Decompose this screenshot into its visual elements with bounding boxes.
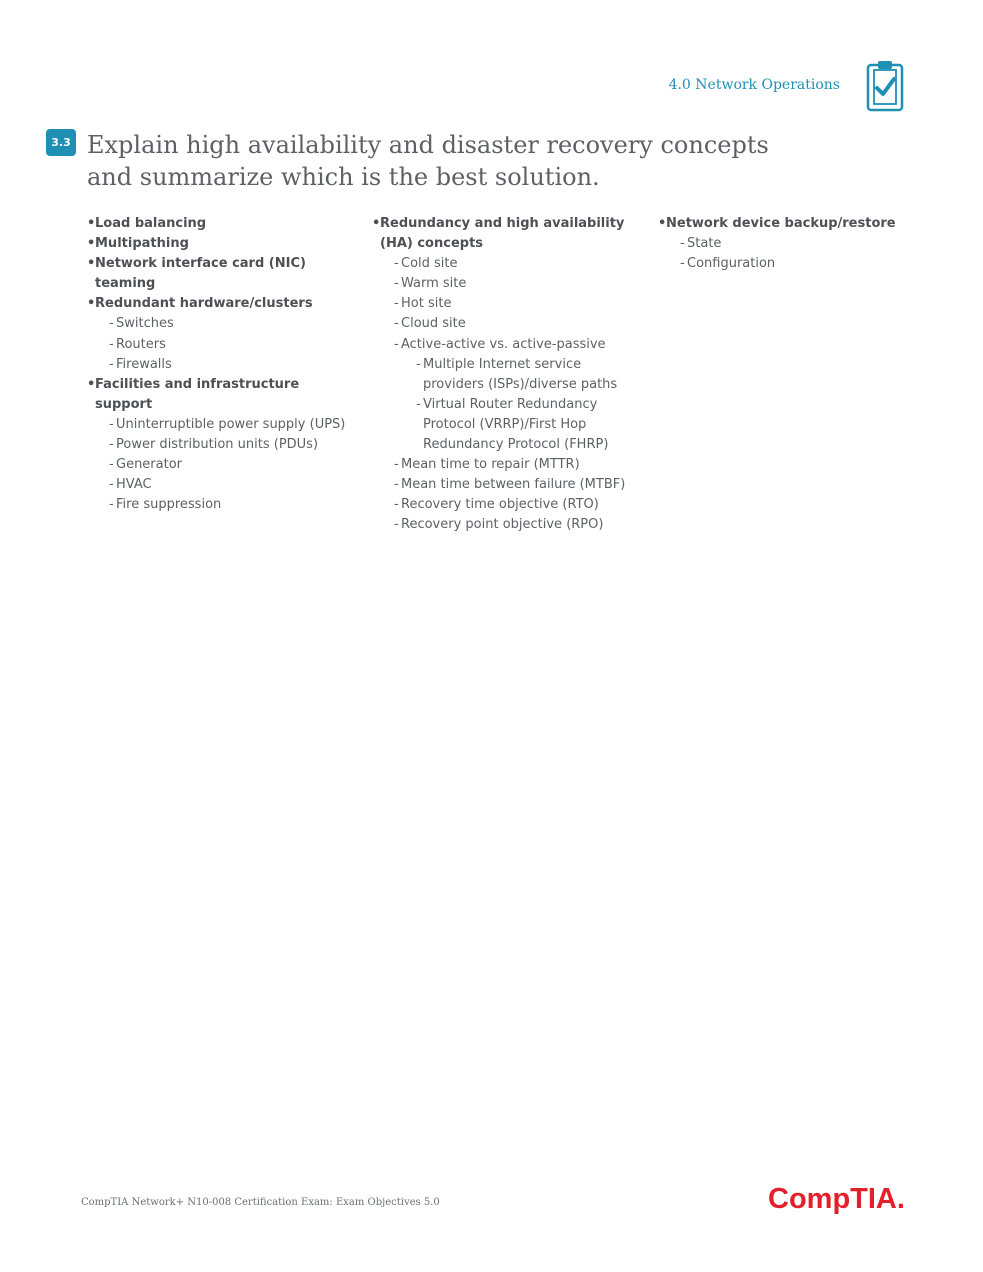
sub-bullet-item: [87, 455, 357, 475]
bullet-item: [87, 234, 357, 254]
dash-marker: -: [416, 356, 421, 372]
dash-marker: -: [109, 477, 114, 493]
dash-marker: -: [416, 396, 421, 412]
dash-marker: -: [394, 256, 399, 272]
sub-bullet-item: [372, 455, 642, 475]
sub-bullet-item: [658, 234, 928, 254]
item-text: Multiple Internet service providers (ISPs)/diverse paths: [423, 356, 618, 392]
item-text: Firewalls: [116, 356, 172, 372]
objectives-column-1: [87, 214, 357, 515]
item-text: Network device backup/restore: [666, 216, 896, 231]
bullet-item: [87, 294, 357, 314]
bullet-item: [87, 254, 357, 294]
item-text: Recovery point objective (RPO): [401, 517, 604, 533]
objective-title-line: and summarize which is the best solution.: [87, 163, 600, 191]
item-text: Hot site: [401, 296, 452, 312]
dash-marker: -: [394, 457, 399, 473]
bullet-marker: •: [658, 216, 667, 231]
bullet-marker: •: [372, 216, 381, 231]
bullet-marker: •: [87, 236, 96, 252]
objectives-column-2: [372, 214, 642, 536]
sub-bullet-item: [372, 274, 642, 294]
bullet-marker: •: [87, 296, 96, 312]
item-text: Recovery time objective (RTO): [401, 497, 599, 513]
sub-bullet-item: [372, 335, 642, 355]
clipboard-check-icon: [866, 60, 904, 112]
dash-marker: -: [394, 276, 399, 292]
item-text: Routers: [116, 336, 166, 352]
dash-marker: -: [394, 316, 399, 332]
objective-title-line: Explain high availability and disaster recovery concepts: [87, 131, 769, 159]
objective-number-badge: 3.3: [46, 129, 76, 156]
sub-bullet-item: [372, 294, 642, 314]
comptia-logo: [768, 1180, 918, 1216]
sub-bullet-item: [658, 254, 928, 274]
sub-bullet-item: [87, 475, 357, 495]
sub-bullet-item: [372, 314, 642, 334]
item-text: Switches: [116, 316, 174, 332]
item-text: Warm site: [401, 276, 467, 292]
sub-bullet-item: [372, 515, 642, 535]
sub-bullet-item: [87, 355, 357, 375]
objectives-column-3: [658, 214, 928, 274]
sub-bullet-item: [87, 435, 357, 455]
sub-bullet-item: [87, 335, 357, 355]
item-text: Redundant hardware/clusters: [95, 296, 313, 312]
section-header: 4.0 Network Operations: [668, 77, 840, 93]
dash-marker: -: [394, 296, 399, 312]
item-text: Virtual Router Redundancy Protocol (VRRP)/First Hop Redundancy Protocol (FHRP): [423, 396, 609, 453]
comptia-logo-text: CompTIA.: [768, 1183, 905, 1215]
sub-bullet-item: [87, 314, 357, 334]
item-text: Multipathing: [95, 236, 189, 252]
footer-text: CompTIA Network+ N10-008 Certification Exam: Exam Objectives 5.0: [81, 1197, 440, 1208]
item-text: Power distribution units (PDUs): [116, 437, 319, 453]
item-text: HVAC: [116, 477, 152, 493]
dash-marker: -: [109, 416, 114, 432]
item-text: Fire suppression: [116, 497, 222, 513]
dash-marker: -: [680, 236, 685, 252]
sub-bullet-item: [372, 495, 642, 515]
item-text: Redundancy and high availability (HA) concepts: [380, 216, 625, 252]
dash-marker: -: [109, 457, 114, 473]
bullet-marker: •: [87, 216, 96, 231]
dash-marker: -: [394, 517, 399, 533]
item-text: Load balancing: [95, 216, 207, 231]
dash-marker: -: [109, 437, 114, 453]
bullet-item: [87, 375, 357, 415]
bullet-marker: •: [87, 376, 96, 392]
dash-marker: -: [394, 497, 399, 513]
item-text: Mean time to repair (MTTR): [401, 457, 580, 473]
item-text: Mean time between failure (MTBF): [401, 477, 626, 493]
sub-bullet-item: [372, 395, 642, 455]
item-text: Facilities and infrastructure support: [95, 376, 300, 412]
objective-title: [87, 129, 787, 193]
item-text: State: [687, 236, 722, 252]
dash-marker: -: [680, 256, 685, 272]
item-text: Active-active vs. active-passive: [401, 336, 606, 352]
dash-marker: -: [109, 336, 114, 352]
item-text: Uninterruptible power supply (UPS): [116, 416, 346, 432]
dash-marker: -: [109, 356, 114, 372]
bullet-marker: •: [87, 256, 96, 272]
dash-marker: -: [394, 477, 399, 493]
item-text: Configuration: [687, 256, 776, 272]
dash-marker: -: [109, 497, 114, 513]
sub-bullet-item: [87, 495, 357, 515]
sub-bullet-item: [372, 355, 642, 395]
bullet-item: [87, 214, 357, 234]
bullet-item: [658, 214, 928, 234]
dash-marker: -: [394, 336, 399, 352]
sub-bullet-item: [372, 254, 642, 274]
item-text: Generator: [116, 457, 183, 473]
sub-bullet-item: [87, 415, 357, 435]
item-text: Cold site: [401, 256, 458, 272]
bullet-item: [372, 214, 642, 254]
item-text: Network interface card (NIC) teaming: [95, 256, 306, 292]
dash-marker: -: [109, 316, 114, 332]
sub-bullet-item: [372, 475, 642, 495]
item-text: Cloud site: [401, 316, 466, 332]
